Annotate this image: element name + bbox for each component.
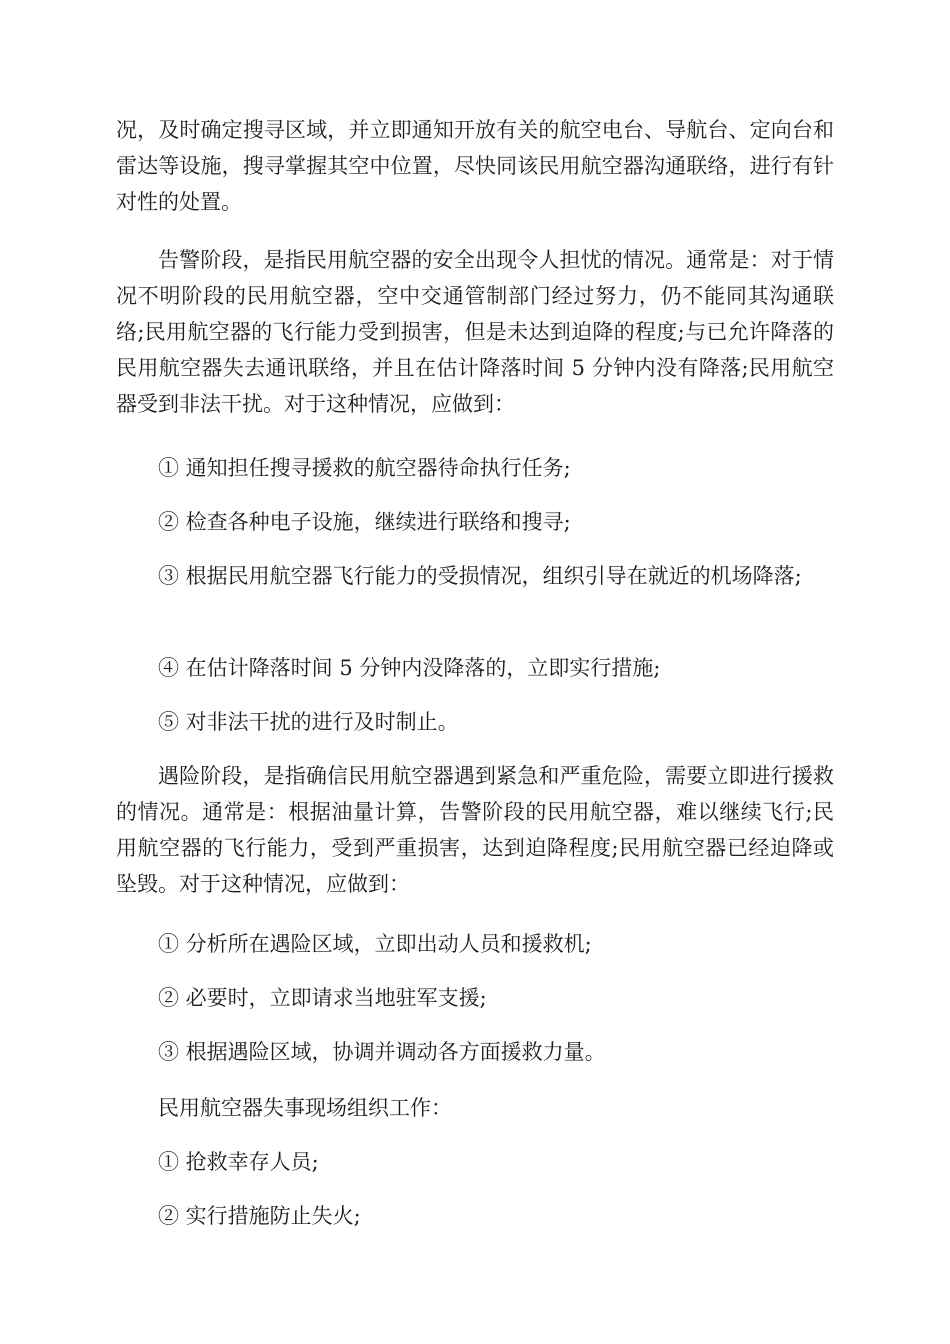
paragraph-continuation: 况，及时确定搜寻区域，并立即通知开放有关的航空电台、导航台、定向台和雷达等设施，搜寻掌握其空中位置，尽快同该民用航空器沟通联络，进行有针对性的处置。 (116, 118, 834, 214)
paragraph-distress-phase: 遇险阶段，是指确信民用航空器遇到紧急和严重危险，需要立即进行援救的情况。通常是：根据油量计算，告警阶段的民用航空器，难以继续飞行;民用航空器的飞行能力，受到严重损害，达到迫降程度;民用航空器已经迫降或坠毁。对于这种情况，应做到： (116, 764, 834, 896)
list-item-site-1: ① 抢救幸存人员; (158, 1150, 319, 1174)
list-item-site-2: ② 实行措施防止失火; (158, 1204, 361, 1228)
list-item-alert-4: ④ 在估计降落时间 5 分钟内没降落的，立即实行措施; (158, 656, 661, 680)
section-heading-crash-site: 民用航空器失事现场组织工作： (158, 1096, 452, 1120)
list-item-alert-2: ② 检查各种电子设施，继续进行联络和搜寻; (158, 510, 571, 534)
list-item-distress-2: ② 必要时，立即请求当地驻军支援; (158, 986, 487, 1010)
list-item-alert-3: ③ 根据民用航空器飞行能力的受损情况，组织引导在就近的机场降落; (158, 564, 802, 588)
paragraph-alert-phase: 告警阶段，是指民用航空器的安全出现令人担忧的情况。通常是：对于情况不明阶段的民用航空器，空中交通管制部门经过努力，仍不能同其沟通联络;民用航空器的飞行能力受到损害，但是未达到迫降的程度;与已允许降落的民用航空器失去通讯联络，并且在估计降落时间 5 分钟内没有降落;民用航空器受到非法干扰。对于这种情况，应做到： (116, 248, 834, 416)
list-item-alert-1: ① 通知担任搜寻援救的航空器待命执行任务; (158, 456, 571, 480)
list-item-alert-5: ⑤ 对非法干扰的进行及时制止。 (158, 710, 459, 734)
list-item-distress-1: ① 分析所在遇险区域，立即出动人员和援救机; (158, 932, 592, 956)
list-item-distress-3: ③ 根据遇险区域，协调并调动各方面援救力量。 (158, 1040, 606, 1064)
